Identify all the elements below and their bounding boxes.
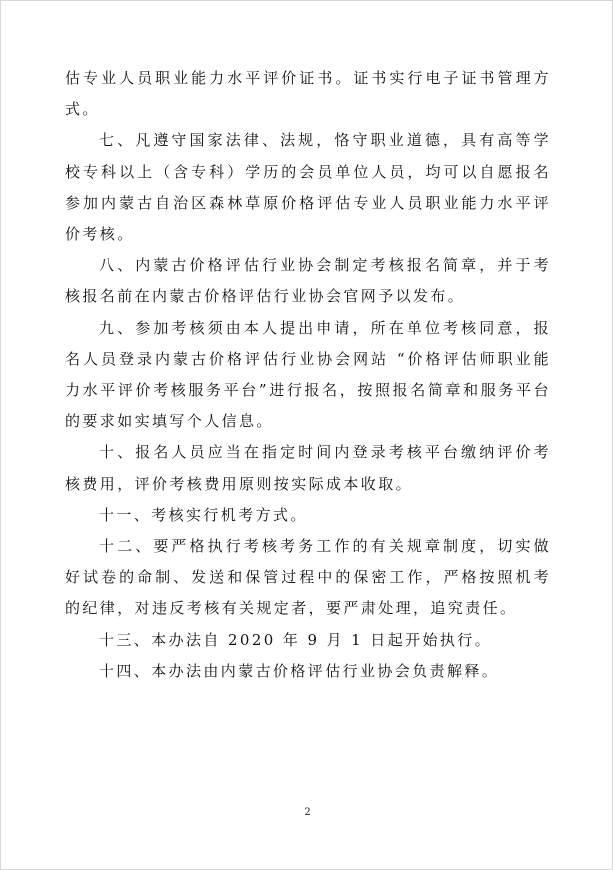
paragraph-article-12: 十二、要严格执行考核考务工作的有关规章制度，切实做好试卷的命制、发送和保管过程中的保密工作，严格按照机考的纪律，对违反考核有关规定者，要严肃处理，追究责任。 [65,537,551,618]
page-number: 2 [304,807,311,818]
document-body [65,63,551,687]
paragraph-article-11: 十一、考核实行机考方式。 [99,505,308,524]
paragraph-article-7: 七、凡遵守国家法律、法规，恪守职业道德，具有高等学校专科以上（含专科）学历的会员单位人员，均可以自愿报名参加内蒙古自治区森林草原价格评估专业人员职业能力水平评价考核。 [65,131,551,244]
paragraph-article-14: 十四、本办法由内蒙古价格评估行业协会负责解释。 [99,661,500,680]
paragraph-continuation: 估专业人员职业能力水平评价证书。证书实行电子证书管理方式。 [65,69,551,119]
paragraph-article-9: 九、参加考核须由本人提出申请，所在单位考核同意，报名人员登录内蒙古价格评估行业协会网站 “价格评估师职业能力水平评价考核服务平台”进行报名，按照报名简章和服务平台的要求如实填写个人信息。 [65,318,551,431]
paragraph-article-10: 十、报名人员应当在指定时间内登录考核平台缴纳评价考核费用，评价考核费用原则按实际成本收取。 [65,443,551,493]
paragraph-article-13: 十三、本办法自 2020 年 9 月 1 日起开始执行。 [99,630,493,649]
paragraph-article-8: 八、内蒙古价格评估行业协会制定考核报名简章，并于考核报名前在内蒙古价格评估行业协会官网予以发布。 [65,256,551,306]
